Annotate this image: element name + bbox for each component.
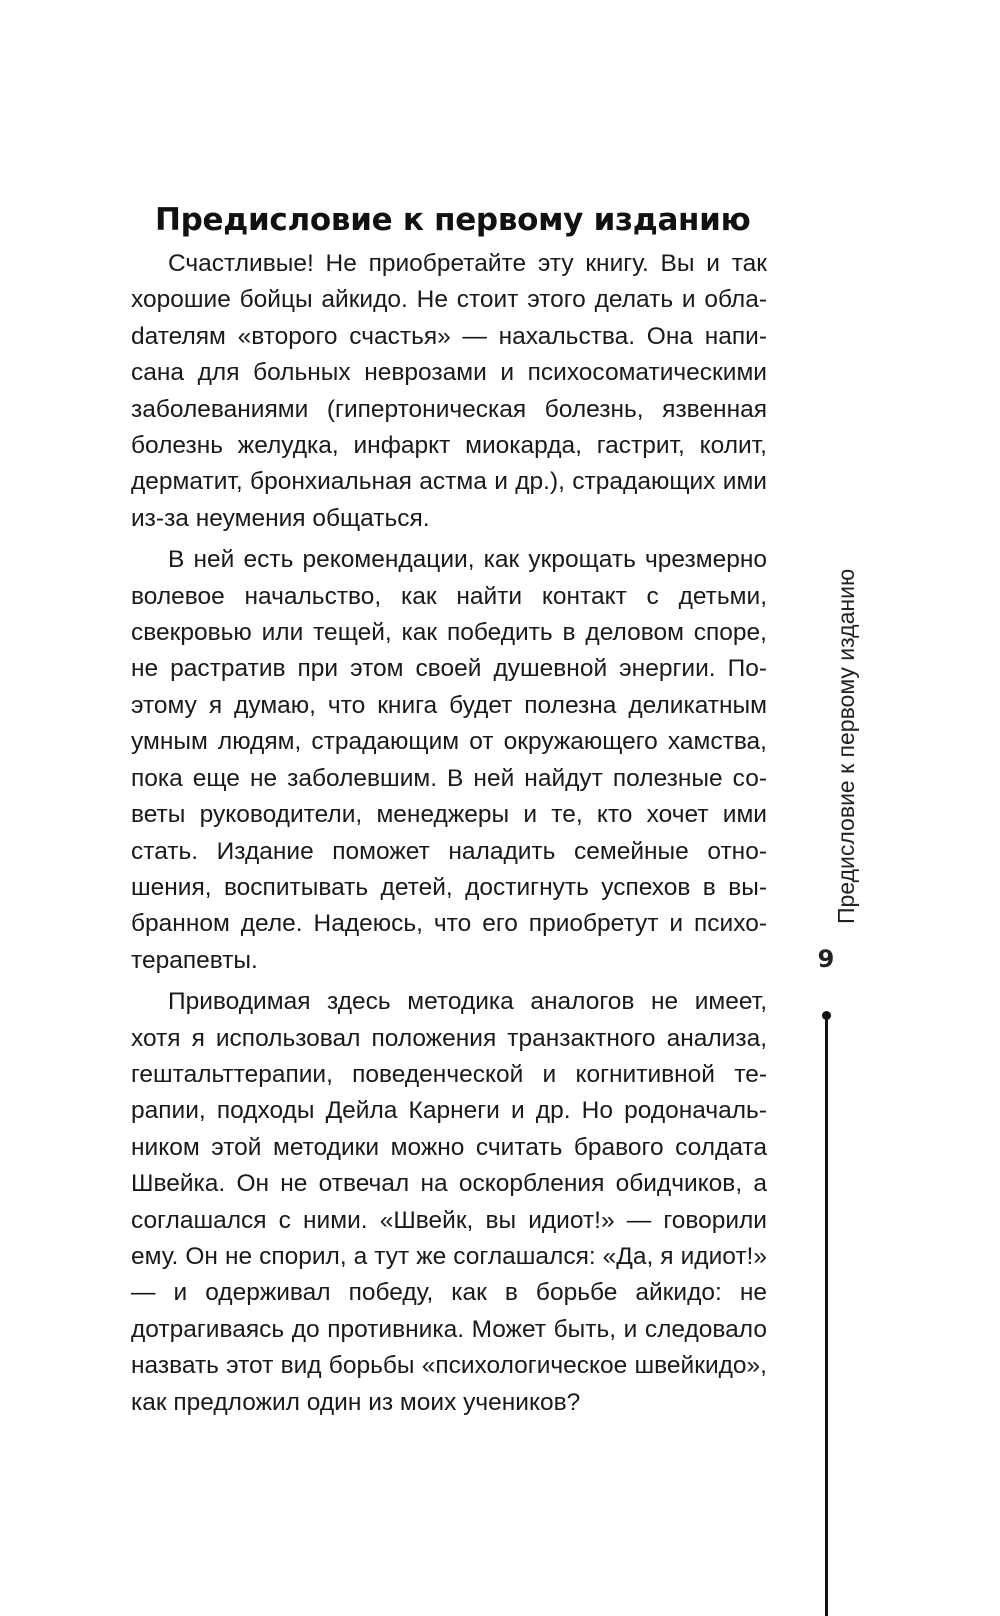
running-head: Предисловие к первому изданию [833,568,859,924]
page-number: 9 [817,945,835,973]
paragraph-3: Приводимая здесь методика аналогов не имеет, хотя я использовал положения транзактного анализа, гештальттерапии, поведенческой и когнитивной терапии, подходы Дейла Карнеги и др. Но родоначальником этой методики можно считать бравого солдата Швейка. Он не отвечал на оскорбления обидчиков, а соглашался с ними. «Швейк, вы идиот!» — говорили ему. Он не спорил, а тут же соглашался: «Да, я идиот!» — и одерживал победу, как в борьбе айкидо: не дотрагиваясь до противника. Может быть, и следовало назвать этот вид борьбы «психологическое швейкидо», как предложил один из моих учеников? [131,988,767,1416]
margin-rule-line [825,1016,828,1616]
chapter-title: Предисловие к первому изданию [155,202,751,238]
paragraph-1: Счастливые! Не приобретайте эту книгу. Вы и так хорошие бойцы айкидо. Не стоит этого делать и облаdателям «второго счастья» — нахальства. Она написана для больных неврозами и психосоматическими заболеваниями (гипертоническая болезнь, язвенная болезнь желудка, инфаркт миокарда, гастрит, колит, дерматит, бронхиальная астма и др.), страдающих ими из-за неумения общаться. [131,250,767,532]
page-content [131,200,767,1421]
paragraph-2: В ней есть рекомендации, как укрощать чрезмерно волевое начальство, как найти контакт с детьми, свекровью или тещей, как победить в деловом споре, не растратив при этом своей душевной энергии. Поэтому я думаю, что книга будет полезна деликатным умным людям, страдающим от окружающего хамства, пока еще не заболевшим. В ней найдут полезные советы руководители, менеджеры и те, кто хочет ими стать. Издание поможет наладить семейные отношения, воспитывать детей, достигнуть успехов в выбранном деле. Надеюсь, что его приобретут и психотерапевты. [131,546,767,974]
